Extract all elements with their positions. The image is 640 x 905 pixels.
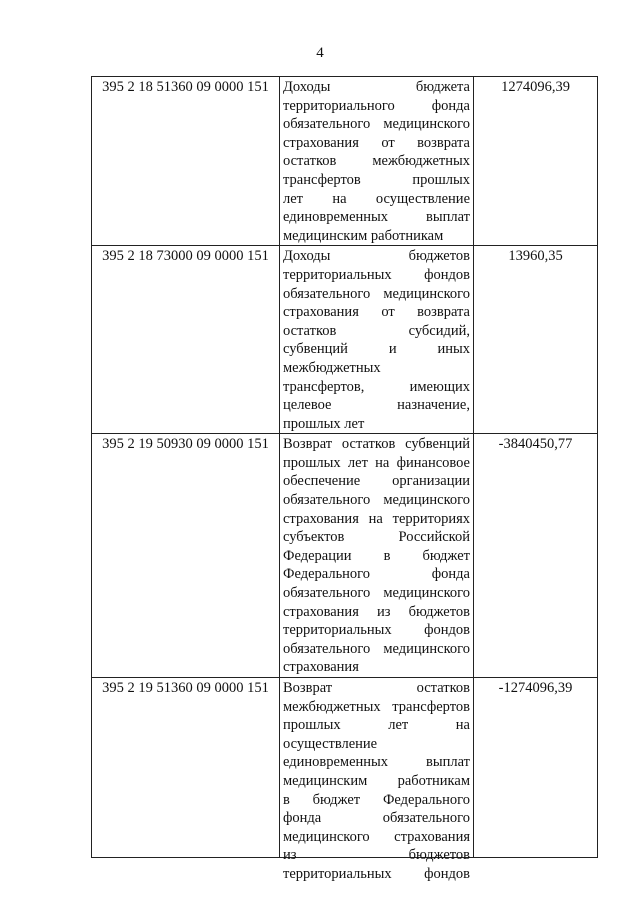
revenue-name-line: трансфертов прошлых xyxy=(283,171,470,188)
revenue-name-line: Доходы бюджета xyxy=(283,79,470,95)
revenue-name-line: Возврат остатков xyxy=(283,680,470,696)
revenue-name-line: медицинского страхования xyxy=(283,828,470,845)
revenue-name-line: территориальных фондов xyxy=(283,266,470,283)
revenue-name-line: обязательного медицинского xyxy=(283,492,470,509)
revenue-name-line: прошлых лет на xyxy=(283,717,470,734)
revenue-name-line: лет на осуществление xyxy=(283,190,470,207)
revenue-name-line: страхования от возврата xyxy=(283,134,470,151)
revenue-name-line: остатков субсидий, xyxy=(283,322,470,339)
table-row xyxy=(92,77,598,246)
revenue-name-line: обязательного медицинского xyxy=(283,116,470,133)
revenue-name-line: обязательного медицинского xyxy=(283,285,470,302)
revenue-name-line: Федерации в бюджет xyxy=(283,547,470,564)
revenue-name-cell xyxy=(280,434,474,678)
revenue-name-line: страхования на территориях xyxy=(283,510,470,527)
revenue-name-line: фонда обязательного xyxy=(283,810,470,827)
page-number: 4 xyxy=(316,45,324,61)
amount-cell: 1274096,39 xyxy=(474,77,598,246)
revenue-name-line: Доходы бюджетов xyxy=(283,248,470,265)
revenue-name-cell xyxy=(280,246,474,434)
amount-cell: -1274096,39 xyxy=(474,678,598,858)
revenue-name-line: страхования xyxy=(283,659,359,676)
revenue-name-line: остатков межбюджетных xyxy=(283,153,470,170)
revenue-name-line: межбюджетных xyxy=(283,359,381,376)
revenue-name-line: медицинским работникам xyxy=(283,772,470,789)
revenue-name-line: территориальных фондов xyxy=(283,865,470,882)
amount-cell: -3840450,77 xyxy=(474,434,598,678)
revenue-name-line: территориальных фондов xyxy=(283,622,470,639)
budget-code-cell: 395 2 18 51360 09 0000 151 xyxy=(92,77,280,246)
revenue-name-line: страхования из бюджетов xyxy=(283,603,470,620)
revenue-name-cell xyxy=(280,678,474,882)
revenue-name-line: в бюджет Федерального xyxy=(283,791,470,808)
revenue-name-line: обеспечение организации xyxy=(283,473,470,490)
revenue-name-cell xyxy=(280,77,474,246)
revenue-name-line: прошлых лет xyxy=(283,415,365,432)
revenue-name-line: целевое назначение, xyxy=(283,397,470,414)
revenue-name-line: субвенций и иных xyxy=(283,341,470,358)
revenue-name-line: обязательного медицинского xyxy=(283,585,470,602)
revenue-name-line: единовременных выплат xyxy=(283,209,470,226)
revenue-name-line: субъектов Российской xyxy=(283,529,470,546)
revenue-name-line: единовременных выплат xyxy=(283,754,470,771)
budget-revenue-table xyxy=(91,76,598,882)
revenue-name-line: территориального фонда xyxy=(283,97,470,114)
table-row xyxy=(92,246,598,434)
revenue-name-line: трансфертов, имеющих xyxy=(283,378,470,395)
table-row xyxy=(92,434,598,678)
budget-code-cell: 395 2 19 50930 09 0000 151 xyxy=(92,434,280,678)
budget-code-cell: 395 2 19 51360 09 0000 151 xyxy=(92,678,280,858)
revenue-name-line: обязательного медицинского xyxy=(283,640,470,657)
revenue-name-line: осуществление xyxy=(283,735,378,752)
table-row xyxy=(92,678,598,858)
revenue-name-line: страхования от возврата xyxy=(283,304,470,321)
revenue-name-line: Возврат остатков субвенций xyxy=(283,436,470,453)
amount-cell: 13960,35 xyxy=(474,246,598,434)
revenue-name-line: из бюджетов xyxy=(283,847,470,864)
budget-code-cell: 395 2 18 73000 09 0000 151 xyxy=(92,246,280,434)
revenue-name-clip xyxy=(280,678,473,882)
revenue-name-line: Федерального фонда xyxy=(283,566,470,583)
revenue-name-line: межбюджетных трансфертов xyxy=(283,698,470,715)
revenue-name-line: медицинским работникам xyxy=(283,227,444,244)
revenue-name-line: прошлых лет на финансовое xyxy=(283,454,470,471)
